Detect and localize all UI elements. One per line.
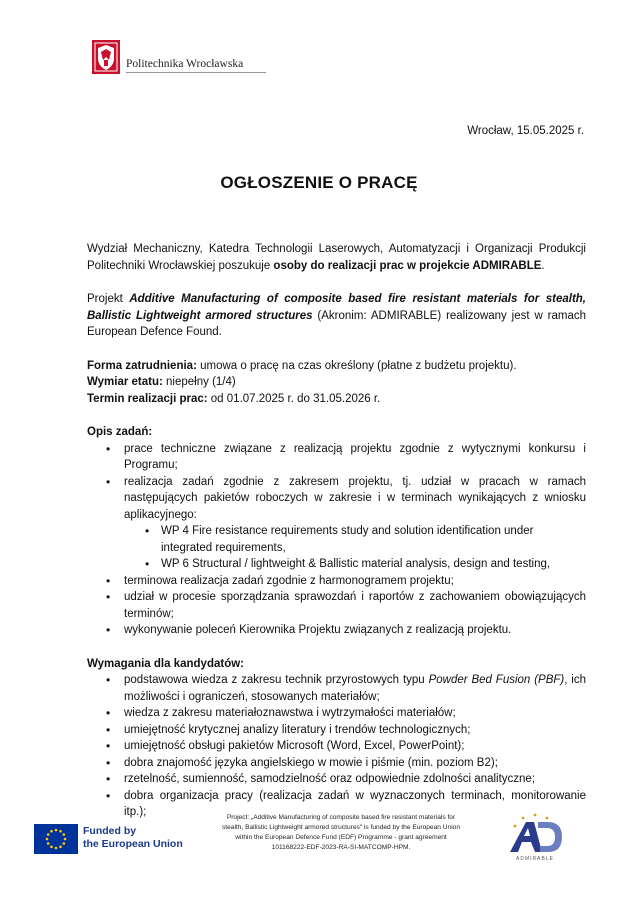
requirements-list — [87, 672, 586, 821]
project-paragraph — [87, 291, 586, 341]
admirable-logo — [500, 812, 570, 864]
eu-flag-icon — [34, 824, 78, 854]
list-item — [87, 474, 586, 573]
employment-form — [87, 358, 586, 375]
university-name: Politechnika Wrocławska — [126, 58, 244, 70]
list-item: • wykonywanie poleceń Kierownika Projektu związanych z realizacją projektu. — [87, 622, 586, 639]
university-logo — [92, 40, 252, 76]
note-line: 101168222-EDF-2023-RA-SI-MATCOMP-HPM. — [271, 844, 411, 851]
tasks-heading-text: Opis zadań: — [87, 426, 153, 438]
work-package-list — [124, 523, 586, 573]
note-line: stealth, Ballistic Lightweight armored structures" is funded by the European Union — [221, 824, 460, 831]
list-item: • prace techniczne związane z realizacją projektu zgodnie z wytycznymi konkursu i Programu; — [87, 441, 586, 474]
document-date: Wrocław, 15.05.2025 r. — [467, 125, 584, 137]
note-line: within the European Defence Fund (EDF) Programme - grant agreement — [235, 834, 447, 841]
list-item: • wiedza z zakresu materiałoznawstwa i wytrzymałości materiałów; — [87, 705, 586, 722]
list-item: • udział w procesie sporządzania sprawozdań i raportów z zachowaniem obowiązujących terminów; — [87, 589, 586, 622]
employment-term-value: od 01.07.2025 r. do 31.05.2026 r. — [207, 392, 381, 405]
intro-paragraph — [87, 241, 586, 274]
project-suffix: (Akronim: ADMIRABLE) realizowany jest w ramach European Defence Found. — [87, 309, 586, 338]
university-crest-icon — [92, 40, 120, 74]
footer — [0, 810, 638, 870]
employment-fte-label: Wymiar etatu: — [87, 376, 163, 388]
employment-term-label: Termin realizacji prac: — [87, 392, 208, 405]
employment-form-label: Forma zatrudnienia: — [87, 359, 197, 372]
list-item-text: realizacja zadań zgodnie z zakresem projektu, tj. udział w pracach w ramach następujących pakietów roboczych w zakresie i w terminach wynikających z wniosku aplikacyjnego: — [124, 475, 586, 521]
employment-term — [87, 391, 586, 408]
project-name: Additive Manufacturing of composite based fire resistant materials for stealth, Ballistic Lightweight armored structures — [87, 293, 586, 322]
requirements-heading — [87, 656, 586, 673]
document-body — [87, 241, 586, 821]
employment-fte — [87, 374, 586, 391]
eu-funding-label — [83, 825, 183, 851]
list-item: • umiejętność obsługi pakietów Microsoft (Word, Excel, PowerPoint); — [87, 738, 586, 755]
requirements-heading-text: Wymagania dla kandydatów: — [87, 657, 244, 670]
eu-line-2: the European Union — [83, 838, 183, 850]
tasks-list — [87, 441, 586, 639]
page-title: OGŁOSZENIE O PRACĘ — [220, 173, 418, 192]
tasks-heading — [87, 424, 586, 441]
eu-line-1: Funded by — [83, 825, 137, 837]
work-package-item: • WP 4 Fire resistance requirements study and solution identification under integrated requirements, — [124, 523, 586, 556]
req-text: podstawowa wiedza z zakresu technik przyrostowych typu — [124, 674, 429, 686]
project-prefix: Projekt — [87, 293, 130, 305]
note-line: Project: „Additive Manufacturing of composite based fire resistant materials for — [226, 814, 456, 821]
work-package-item: • WP 6 Structural / lightweight & Ballistic material analysis, design and testing, — [124, 556, 586, 573]
employment-fte-value: niepełny (1/4) — [162, 376, 236, 388]
admirable-label: ADMIRABLE — [516, 856, 554, 862]
intro-bold: osoby do realizacji prac w projekcie ADMIRABLE — [273, 259, 542, 272]
req-text-end: , ich możliwości i ograniczeń, stosowanych materiałów; — [124, 674, 586, 703]
list-item — [87, 672, 586, 705]
list-item: • rzetelność, sumienność, samodzielność oraz odpowiednie zdolności analityczne; — [87, 771, 586, 788]
list-item: • dobra organizacja pracy (realizacja zadań w wyznaczonych terminach, monitorowanie itp.); — [87, 788, 586, 821]
list-item: • terminowa realizacja zadań zgodnie z harmonogramem projektu; — [87, 573, 586, 590]
project-funding-note — [196, 813, 486, 853]
intro-end: . — [541, 259, 545, 272]
req-italic: Powder Bed Fusion (PBF) — [428, 674, 565, 686]
logo-underline — [126, 72, 266, 73]
employment-form-value: umowa o pracę na czas określony (płatne z budżetu projektu). — [196, 359, 517, 372]
admirable-logo-icon — [500, 812, 570, 856]
intro-text: Wydział Mechaniczny, Katedra Technologii Laserowych, Automatyzacji i Organizacji Produkcji Politechniki Wrocławskiej poszukuje — [87, 243, 586, 272]
list-item: • umiejętność krytycznej analizy literatury i trendów technologicznych; — [87, 722, 586, 739]
list-item: • dobra znajomość języka angielskiego w mowie i piśmie (min. poziom B2); — [87, 755, 586, 772]
